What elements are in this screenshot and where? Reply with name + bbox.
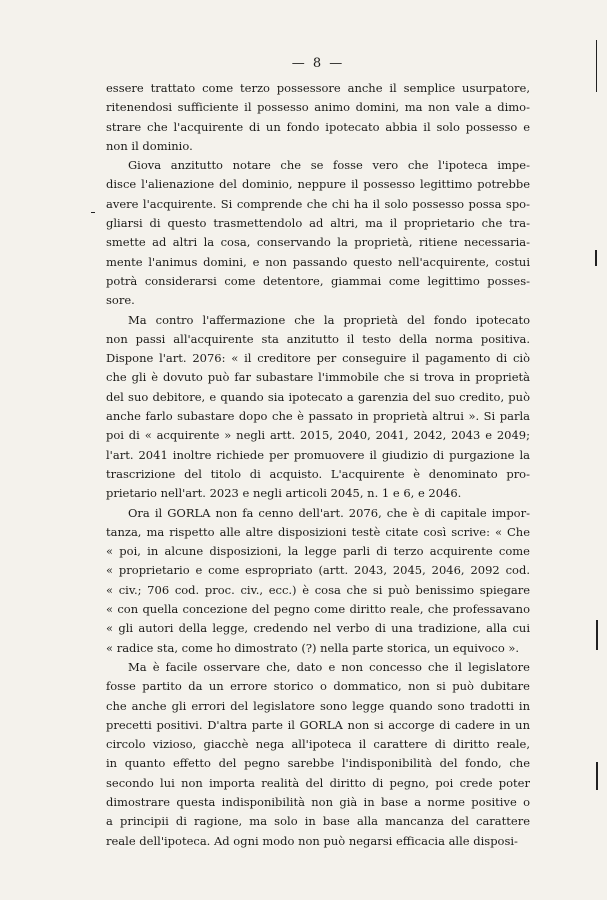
text-line: « radice sta, come ho dimostrato (?) nella parte storica, un equivoco ». xyxy=(106,640,520,655)
text-line: gliarsi di questo trasmettendolo ad altri, ma il proprietario che tra- xyxy=(106,216,530,231)
text-line: fosse partito da un errore storico o dommatico, non si può dubitare xyxy=(106,679,530,694)
body-text xyxy=(106,79,530,851)
text-line: Ma è facile osservare che, dato e non concesso che il legislatore xyxy=(128,659,530,674)
text-line: secondo lui non importa realità del diritto di pegno, poi crede poter xyxy=(106,775,530,790)
text-line: sore. xyxy=(106,293,135,308)
text-line: in quanto effetto del pegno sarebbe l'indisponibilità del fondo, che xyxy=(106,756,530,771)
text-line: trascrizione del titolo di acquisto. L'acquirente è denominato pro- xyxy=(106,466,530,481)
text-line: essere trattato come terzo possessore anche il semplice usurpatore, xyxy=(106,81,530,95)
page-number: — 8 — xyxy=(291,56,345,71)
text-line: avere l'acquirente. Si comprende che chi ha il solo possesso possa spo- xyxy=(106,196,530,211)
text-line: strare che l'acquirente di un fondo ipotecato abbia il solo possesso e xyxy=(106,119,530,134)
text-line: Dispone l'art. 2076: « il creditore per conseguire il pagamento di ciò xyxy=(106,351,530,366)
paragraph xyxy=(106,311,530,504)
text-line: « poi, in alcune disposizioni, la legge parli di terzo acquirente come xyxy=(106,544,530,559)
text-line: del suo debitore, e quando sia ipotecato a garenzia del suo credito, può xyxy=(106,389,530,404)
text-line: poi di « acquirente » negli artt. 2015, 2040, 2041, 2042, 2043 e 2049; xyxy=(106,428,530,443)
text-line: Giova anzitutto notare che se fosse vero che l'ipoteca impe- xyxy=(128,158,530,173)
text-line: disce l'alienazione del dominio, neppure il possesso legittimo potrebbe xyxy=(106,177,530,192)
text-line: anche farlo subastare dopo che è passato in proprietà altrui ». Si parla xyxy=(106,409,530,424)
text-line: mente l'animus domini, e non passando questo nell'acquirente, costui xyxy=(106,254,530,269)
text-line: a principii di ragione, ma solo in base alla mancanza del carattere xyxy=(106,814,530,829)
text-line: non passi all'acquirente sta anzitutto il testo della norma positiva. xyxy=(106,331,530,346)
paragraph xyxy=(106,658,530,851)
text-line: prietario nell'art. 2023 e negli articoli 2045, n. 1 e 6, e 2046. xyxy=(106,486,462,501)
margin-mark xyxy=(595,250,597,266)
text-line: « con quella concezione del pegno come diritto reale, che professavano xyxy=(106,602,530,617)
margin-mark xyxy=(91,212,95,213)
page xyxy=(106,56,530,851)
text-line: ritenendosi sufficiente il possesso animo domini, ma non vale a dimo- xyxy=(106,100,530,115)
text-line: Ma contro l'affermazione che la proprietà del fondo ipotecato xyxy=(128,312,530,327)
text-line: smette ad altri la cosa, conservando la proprietà, ritiene necessaria- xyxy=(106,235,530,250)
paragraph xyxy=(106,504,530,658)
text-line: « civ.; 706 cod. proc. civ., ecc.) è cosa che si può benissimo spiegare xyxy=(106,582,530,597)
text-line: che anche gli errori del legislatore sono legge quando sono tradotti in xyxy=(106,698,530,713)
margin-mark xyxy=(596,762,598,790)
margin-mark xyxy=(596,620,598,650)
text-line: non il dominio. xyxy=(106,138,193,153)
text-line: Ora il GORLA non fa cenno dell'art. 2076, che è di capitale impor- xyxy=(128,505,530,520)
text-line: « gli autori della legge, credendo nel verbo di una tradizione, alla cui xyxy=(106,621,530,636)
text-line: circolo vizioso, giacchè nega all'ipoteca il carattere di diritto reale, xyxy=(106,737,530,752)
text-line: precetti positivi. D'altra parte il GORLA non si accorge di cadere in un xyxy=(106,717,530,732)
text-line: « proprietario e come espropriato (artt. 2043, 2045, 2046, 2092 cod. xyxy=(106,563,530,578)
text-line: tanza, ma rispetto alle altre disposizioni testè citate così scrive: « Che xyxy=(106,524,530,539)
text-line: potrà considerarsi come detentore, giammai come legittimo posses- xyxy=(106,273,530,288)
margin-mark xyxy=(596,40,597,92)
paragraph xyxy=(106,79,530,156)
text-line: l'art. 2041 inoltre richiede per promuovere il giudizio di purgazione la xyxy=(106,447,530,462)
text-line: che gli è dovuto può far subastare l'immobile che si trova in proprietà xyxy=(106,370,530,385)
text-line: dimostrare questa indisponibilità non già in base a norme positive o xyxy=(106,794,530,809)
paragraph xyxy=(106,156,530,310)
text-line: reale dell'ipoteca. Ad ogni modo non può negarsi efficacia alle disposi- xyxy=(106,833,518,848)
